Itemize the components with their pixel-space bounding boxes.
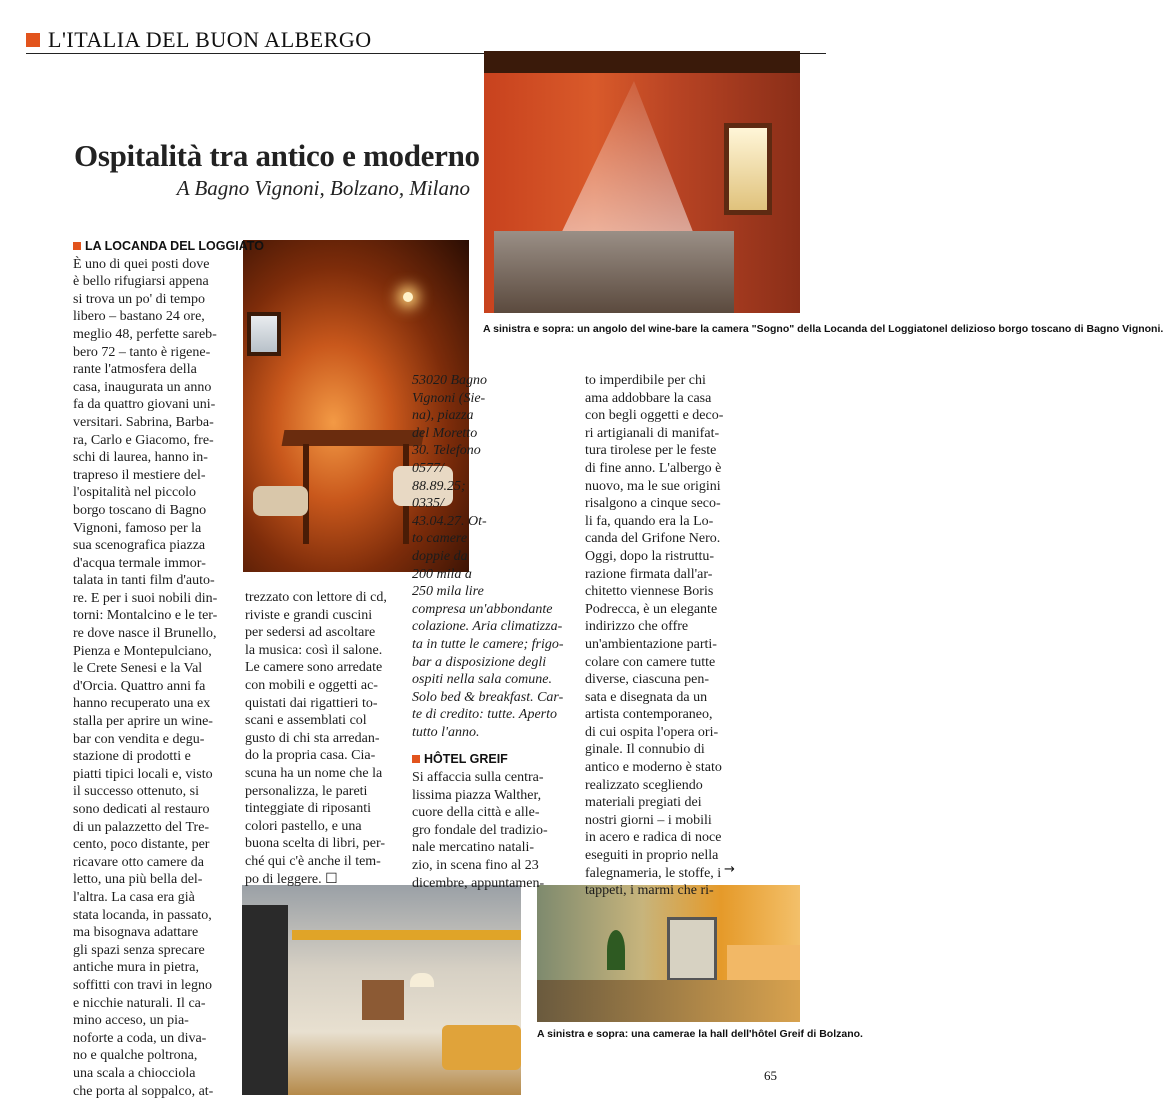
text-line: na), piazza <box>412 407 567 425</box>
text-line: le Crete Senesi e la Val <box>73 660 239 678</box>
text-line: mino acceso, un pia- <box>73 1012 239 1030</box>
text-line: il successo ottenuto, si <box>73 783 239 801</box>
text-line: 200 mila a <box>412 566 567 584</box>
text-line: 53020 Bagno <box>412 372 567 390</box>
text-line: in acero e radica di noce <box>585 829 745 847</box>
text-line: risalgono a cinque seco- <box>585 495 745 513</box>
text-line: to camere <box>412 530 567 548</box>
text-line: torni: Montalcino e le ter- <box>73 607 239 625</box>
text-line: 0335/ <box>412 495 567 513</box>
text-line: to imperdibile per chi <box>585 372 745 390</box>
text-line: Vignoni (Sie- <box>412 390 567 408</box>
text-line: nel delizioso borgo toscano di Bagno Vignoni. <box>933 323 1163 335</box>
text-line: dicembre, appuntamen- <box>412 875 567 893</box>
greif-room-photo <box>242 885 521 1095</box>
text-line: realizzato scegliendo <box>585 777 745 795</box>
text-line: Solo bed & breakfast. Car- <box>412 689 567 707</box>
text-line: tura tirolese per le feste <box>585 442 745 460</box>
text-line: trezzato con lettore di cd, <box>245 589 390 607</box>
text-line: ricavare otto camere da <box>73 854 239 872</box>
text-line: stata locanda, in passato, <box>73 907 239 925</box>
text-line: e la hall dell'hôtel Greif di Bolzano. <box>690 1028 863 1040</box>
text-line: bar con vendita e degu- <box>73 731 239 749</box>
text-line: per sedersi ad ascoltare <box>245 624 390 642</box>
text-line: Oggi, dopo la ristruttu- <box>585 548 745 566</box>
text-line: una scala a chiocciola <box>73 1065 239 1083</box>
text-line: letto, una più bella del- <box>73 871 239 889</box>
text-line: d'Orcia. Quattro anni fa <box>73 678 239 696</box>
text-line: un'ambientazione parti- <box>585 636 745 654</box>
text-line: bar a disposizione degli <box>412 654 567 672</box>
text-line: compresa un'abbondante <box>412 601 567 619</box>
subhead-locanda: LA LOCANDA DEL LOGGIATO <box>73 238 239 256</box>
article-title: Ospitalità tra antico e moderno <box>74 138 469 174</box>
text-line: Podrecca, è un elegante <box>585 601 745 619</box>
subhead-greif: HÔTEL GREIF <box>412 751 567 769</box>
text-line: la musica: così il salone. <box>245 642 390 660</box>
text-line: Le camere sono arredate <box>245 659 390 677</box>
text-line: lissima piazza Walther, <box>412 787 567 805</box>
subhead-marker-square <box>73 242 81 250</box>
text-line: si trova un po' di tempo <box>73 291 239 309</box>
text-line: noforte a coda, un diva- <box>73 1030 239 1048</box>
text-line: piatti tipici locali e, visto <box>73 766 239 784</box>
column-2 <box>245 589 390 888</box>
text-line: borgo toscano di Bagno <box>73 502 239 520</box>
text-line: Vignoni, famoso per la <box>73 520 239 538</box>
text-line: l'altra. La casa era già <box>73 889 239 907</box>
text-line: colazione. Aria climatizza- <box>412 618 567 636</box>
text-line: 30. Telefono <box>412 442 567 460</box>
text-line: fa da quattro giovani uni- <box>73 396 239 414</box>
text-line: tappeti, i marmi che ri- <box>585 882 745 900</box>
page-number: 65 <box>764 1068 777 1084</box>
continue-arrow-icon: → <box>724 862 735 877</box>
column-3-text <box>412 769 567 892</box>
text-line: doppie da <box>412 548 567 566</box>
text-line: antiche mura in pietra, <box>73 959 239 977</box>
text-line: ri artigianali di manifat- <box>585 425 745 443</box>
text-line: ama addobbare la casa <box>585 390 745 408</box>
text-line: colare con camere tutte <box>585 654 745 672</box>
text-line: 88.89.25; <box>412 478 567 496</box>
text-line: antico e moderno è stato <box>585 759 745 777</box>
text-line: di cui ospita l'opera ori- <box>585 724 745 742</box>
text-line: con mobili e oggetti ac- <box>245 677 390 695</box>
text-line: sua scenografica piazza <box>73 537 239 555</box>
text-line: d'acqua termale immor- <box>73 555 239 573</box>
subhead-marker-square <box>412 755 420 763</box>
text-line: diverse, ciascuna pen- <box>585 671 745 689</box>
text-line: 0577/ <box>412 460 567 478</box>
column-4-text <box>585 372 745 900</box>
text-line: gli spazi senza sprecare <box>73 942 239 960</box>
text-line: te di credito: tutte. Aperto <box>412 706 567 724</box>
text-line: quistati dai rigattieri to- <box>245 695 390 713</box>
text-line: A sinistra e sopra: una camera <box>537 1028 690 1040</box>
text-line: riviste e grandi cuscini <box>245 607 390 625</box>
text-line: artista contemporaneo, <box>585 706 745 724</box>
column-1-text <box>73 256 239 1100</box>
text-line: sono dedicati al restauro <box>73 801 239 819</box>
text-line: razione firmata dall'ar- <box>585 566 745 584</box>
text-line: no e qualche poltrona, <box>73 1047 239 1065</box>
text-line: gusto di chi sta arredan- <box>245 730 390 748</box>
text-line: canda del Grifone Nero. <box>585 530 745 548</box>
text-line: casa, inaugurata un anno <box>73 379 239 397</box>
text-line: scani e assemblati col <box>245 712 390 730</box>
text-line: È uno di quei posti dove <box>73 256 239 274</box>
column-2-text <box>245 589 390 888</box>
text-line: libero – bastano 24 ore, <box>73 308 239 326</box>
text-line: Pienza e Montepulciano, <box>73 643 239 661</box>
text-line: re dove nasce il Brunello, <box>73 625 239 643</box>
text-line: li fa, quando era la Lo- <box>585 513 745 531</box>
text-line: trapreso il mestiere del- <box>73 467 239 485</box>
column-4 <box>585 372 745 900</box>
text-line: bero 72 – tanto è rigene- <box>73 344 239 362</box>
text-line: ospiti nella sala comune. <box>412 671 567 689</box>
column-3 <box>412 372 567 892</box>
section-title: L'ITALIA DEL BUON ALBERGO <box>48 27 372 53</box>
text-line: tutto l'anno. <box>412 724 567 742</box>
text-line: ma bisognava adattare <box>73 924 239 942</box>
article-subtitle: A Bagno Vignoni, Bolzano, Milano <box>160 176 470 201</box>
text-line: e nicchie naturali. Il ca- <box>73 995 239 1013</box>
text-line: versitari. Sabrina, Barba- <box>73 414 239 432</box>
text-line: colori pastello, e una <box>245 818 390 836</box>
text-line: che porta al soppalco, at- <box>73 1083 239 1100</box>
text-line: personalizza, le pareti <box>245 783 390 801</box>
text-line: stazione di prodotti e <box>73 748 239 766</box>
text-line: ginale. Il connubio di <box>585 741 745 759</box>
text-line: falegnameria, le stoffe, i <box>585 865 745 883</box>
text-line: tinteggiate di riposanti <box>245 800 390 818</box>
text-line: del Moretto <box>412 425 567 443</box>
text-line: do la propria casa. Cia- <box>245 747 390 765</box>
text-line: chitetto viennese Boris <box>585 583 745 601</box>
caption-top <box>483 323 1163 336</box>
text-line: di fine anno. L'albergo è <box>585 460 745 478</box>
greif-hall-photo <box>537 885 800 1022</box>
text-line: schi di laurea, hanno in- <box>73 449 239 467</box>
text-line: rante l'atmosfera della <box>73 361 239 379</box>
locanda-info-text <box>412 372 567 741</box>
text-line: talata in tanti film d'auto- <box>73 572 239 590</box>
text-line: l'ospitalità nel piccolo <box>73 484 239 502</box>
text-line: scuna ha un nome che la <box>245 765 390 783</box>
text-line: 43.04.27. Ot- <box>412 513 567 531</box>
bedroom-sogno-photo <box>484 51 800 313</box>
text-line: Si affaccia sulla centra- <box>412 769 567 787</box>
text-line: po di leggere. ☐ <box>245 871 390 889</box>
section-header <box>26 29 486 53</box>
text-line: cento, poco distante, per <box>73 836 239 854</box>
text-line: materiali pregiati dei <box>585 794 745 812</box>
text-line: indirizzo che offre <box>585 618 745 636</box>
text-line: zio, in scena fino al 23 <box>412 857 567 875</box>
text-line: nostri giorni – i mobili <box>585 812 745 830</box>
text-line: ra, Carlo e Giacomo, fre- <box>73 432 239 450</box>
text-line: gro fondale del tradizio- <box>412 822 567 840</box>
caption-bottom <box>537 1028 863 1041</box>
text-line: ché qui c'è anche il tem- <box>245 853 390 871</box>
column-1 <box>73 238 239 1100</box>
text-line: eseguiti in proprio nella <box>585 847 745 865</box>
text-line: è bello rifugiarsi appena <box>73 273 239 291</box>
text-line: sata e disegnata da un <box>585 689 745 707</box>
text-line: nuovo, ma le sue origini <box>585 478 745 496</box>
text-line: hanno recuperato una ex <box>73 695 239 713</box>
text-line: nale mercatino natali- <box>412 839 567 857</box>
text-line: meglio 48, perfette sareb- <box>73 326 239 344</box>
text-line: ta in tutte le camere; frigo- <box>412 636 567 654</box>
text-line: e la camera "Sogno" della Locanda del Loggiato <box>691 323 932 335</box>
section-marker-square <box>26 33 40 47</box>
text-line: A sinistra e sopra: un angolo del wine-bar <box>483 323 691 335</box>
text-line: buona scelta di libri, per- <box>245 835 390 853</box>
text-line: con begli oggetti e deco- <box>585 407 745 425</box>
text-line: stalla per aprire un wine- <box>73 713 239 731</box>
text-line: cuore della città e alle- <box>412 804 567 822</box>
text-line: re. E per i suoi nobili din- <box>73 590 239 608</box>
text-line: soffitti con travi in legno <box>73 977 239 995</box>
text-line: 250 mila lire <box>412 583 567 601</box>
text-line: di un palazzetto del Tre- <box>73 819 239 837</box>
